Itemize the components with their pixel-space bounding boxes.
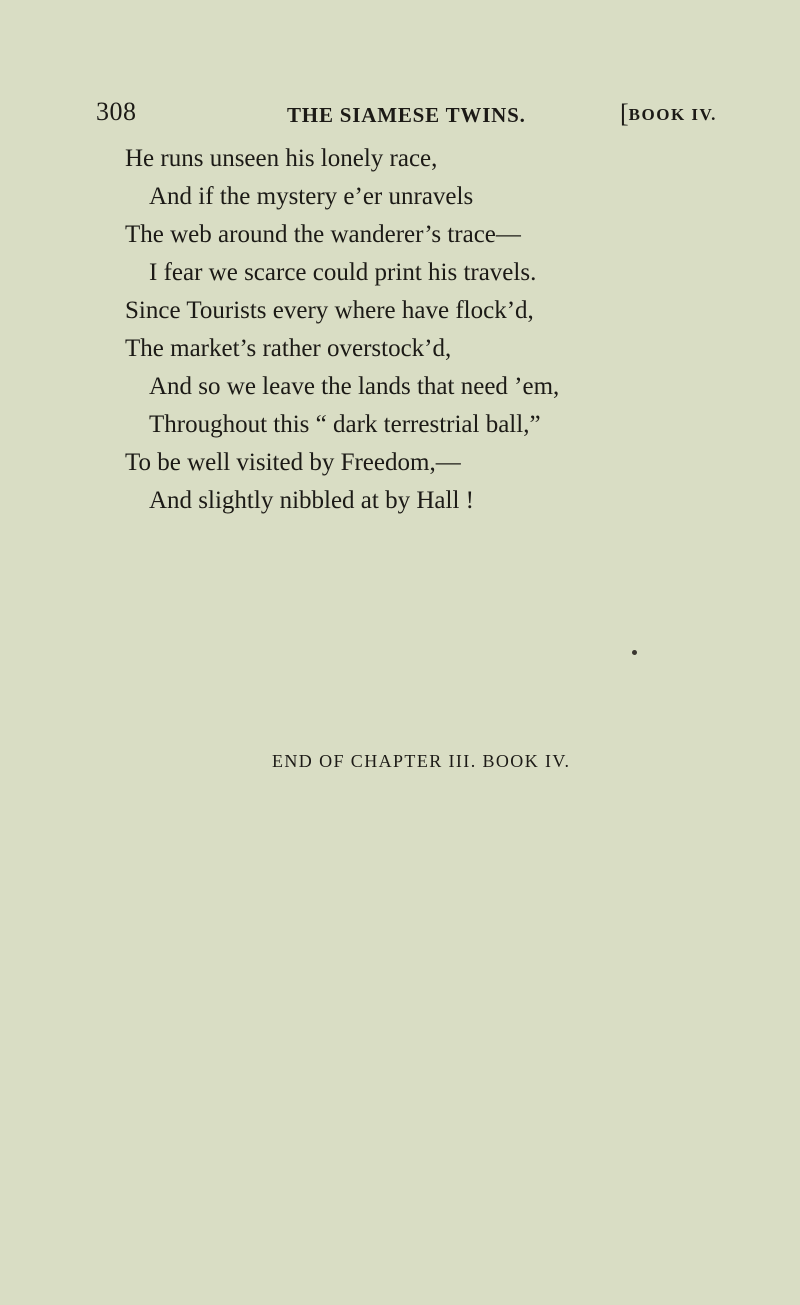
poem-line: Throughout this “ dark terrestrial ball,” [149, 411, 541, 438]
section-bracket: [ [620, 99, 629, 128]
running-title: THE SIAMESE TWINS. [287, 103, 526, 127]
poem-line: And slightly nibbled at by Hall ! [149, 487, 474, 514]
poem-line: And so we leave the lands that need ’em, [149, 373, 560, 400]
poem-line: Since Tourists every where have flock’d, [125, 297, 534, 324]
poem-line: To be well visited by Freedom,— [125, 449, 461, 476]
poem-line: The market’s rather overstock’d, [125, 335, 452, 362]
ornament-dot [632, 650, 637, 655]
section-marker [620, 99, 717, 129]
poem-line: He runs unseen his lonely race, [125, 145, 438, 172]
poem-line: The web around the wanderer’s trace— [125, 221, 521, 248]
poem-line: I fear we scarce could print his travels. [149, 259, 537, 286]
page-number: 308 [96, 97, 137, 126]
poem [0, 140, 800, 520]
poem-line: And if the mystery e’er unravels [149, 183, 474, 210]
section-label: BOOK IV. [628, 105, 717, 124]
end-note: END OF CHAPTER III. BOOK IV. [272, 751, 571, 771]
